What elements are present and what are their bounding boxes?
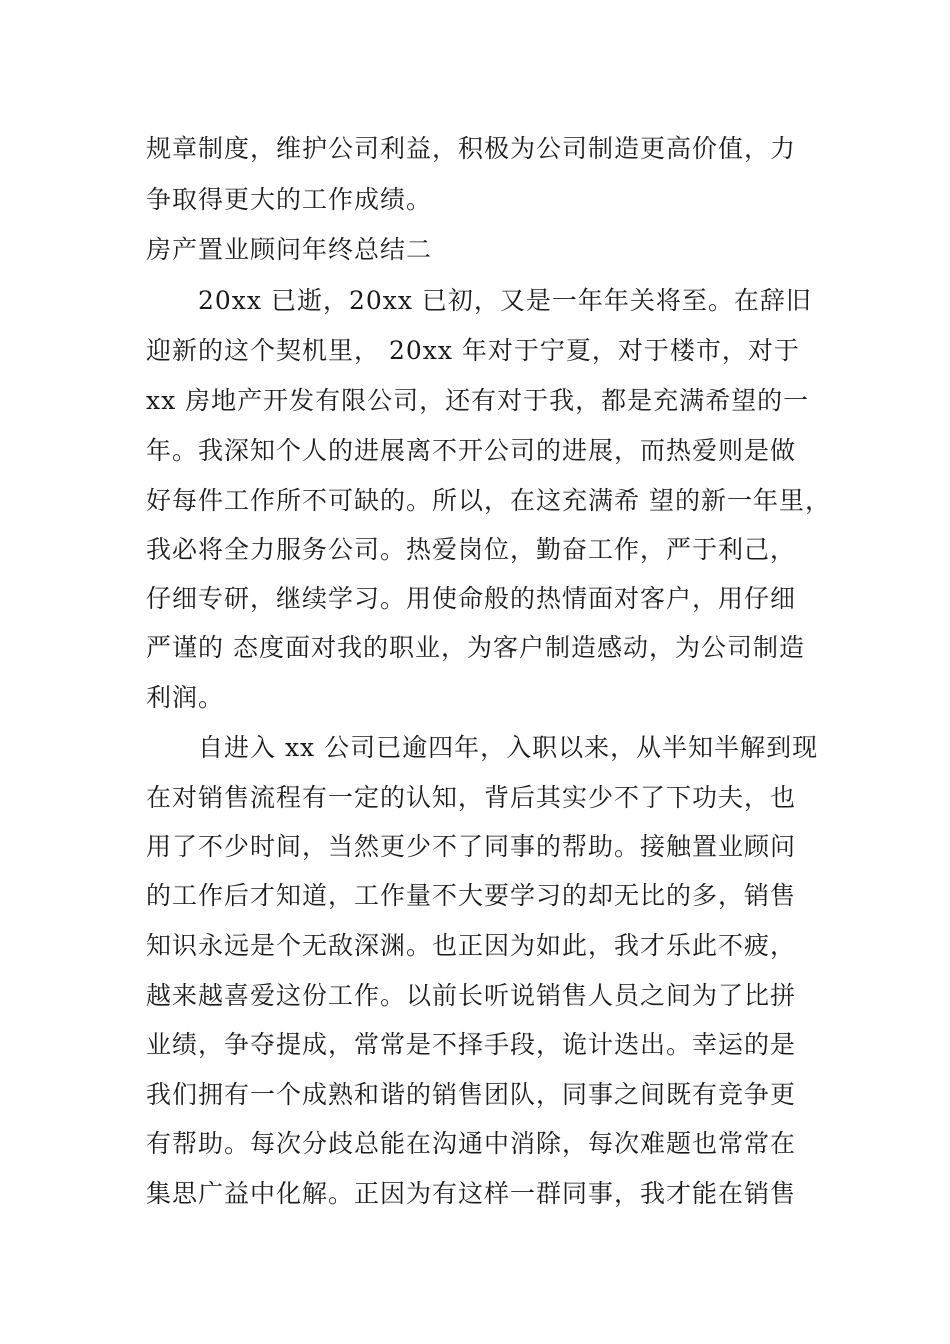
text-line: 争取得更大的工作成绩。 xyxy=(146,185,433,214)
text-line: 年。我深知个人的进展离不开公司的进展，而热爱则是做 xyxy=(146,436,797,465)
text-line: 我们拥有一个成熟和谐的销售团队，同事之间既有竞争更 xyxy=(146,1080,797,1109)
text-line: 集思广益中化解。正因为有这样一群同事，我才能在销售 xyxy=(146,1179,797,1208)
text-line: 自进入 xx 公司已逾四年，入职以来，从半知半解到现 xyxy=(198,733,819,762)
text-line: 用了不少时间，当然更少不了同事的帮助。接触置业顾问 xyxy=(146,832,797,861)
text-line: 知识永远是个无敌深渊。也正因为如此，我才乐此不疲， xyxy=(146,931,797,960)
text-line: 迎新的这个契机里， 20xx 年对于宁夏，对于楼市，对于 xyxy=(146,336,800,365)
text-line: 的工作后才知道，工作量不大要学习的却无比的多，销售 xyxy=(146,881,797,910)
section-heading: 房产置业顾问年终总结二 xyxy=(146,235,433,264)
text-line: 业绩，争夺提成，常常是不择手段，诡计迭出。幸运的是 xyxy=(146,1030,797,1059)
text-line: 利润。 xyxy=(146,683,225,712)
text-line: 仔细专研，继续学习。用使命般的热情面对客户，用仔细 xyxy=(146,584,797,613)
text-line: 20xx 已逝，20xx 已初，又是一年年关将至。在辞旧 xyxy=(198,286,812,315)
text-line: 好每件工作所不可缺的。所以，在这充满希 望的新一年里， xyxy=(146,486,831,515)
text-line: 在对销售流程有一定的认知，背后其实少不了下功夫，也 xyxy=(146,783,797,812)
text-line: xx 房地产开发有限公司，还有对于我，都是充满希望的一 xyxy=(146,386,810,415)
text-line: 我必将全力服务公司。热爱岗位，勤奋工作，严于利己， xyxy=(146,535,797,564)
text-line: 规章制度，维护公司利益，积极为公司制造更高价值，力 xyxy=(146,134,797,163)
text-line: 严谨的 态度面对我的职业，为客户制造感动，为公司制造 xyxy=(146,633,805,662)
text-line: 有帮助。每次分歧总能在沟通中消除，每次难题也常常在 xyxy=(146,1129,797,1158)
text-line: 越来越喜爱这份工作。以前长听说销售人员之间为了比拼 xyxy=(146,981,797,1010)
